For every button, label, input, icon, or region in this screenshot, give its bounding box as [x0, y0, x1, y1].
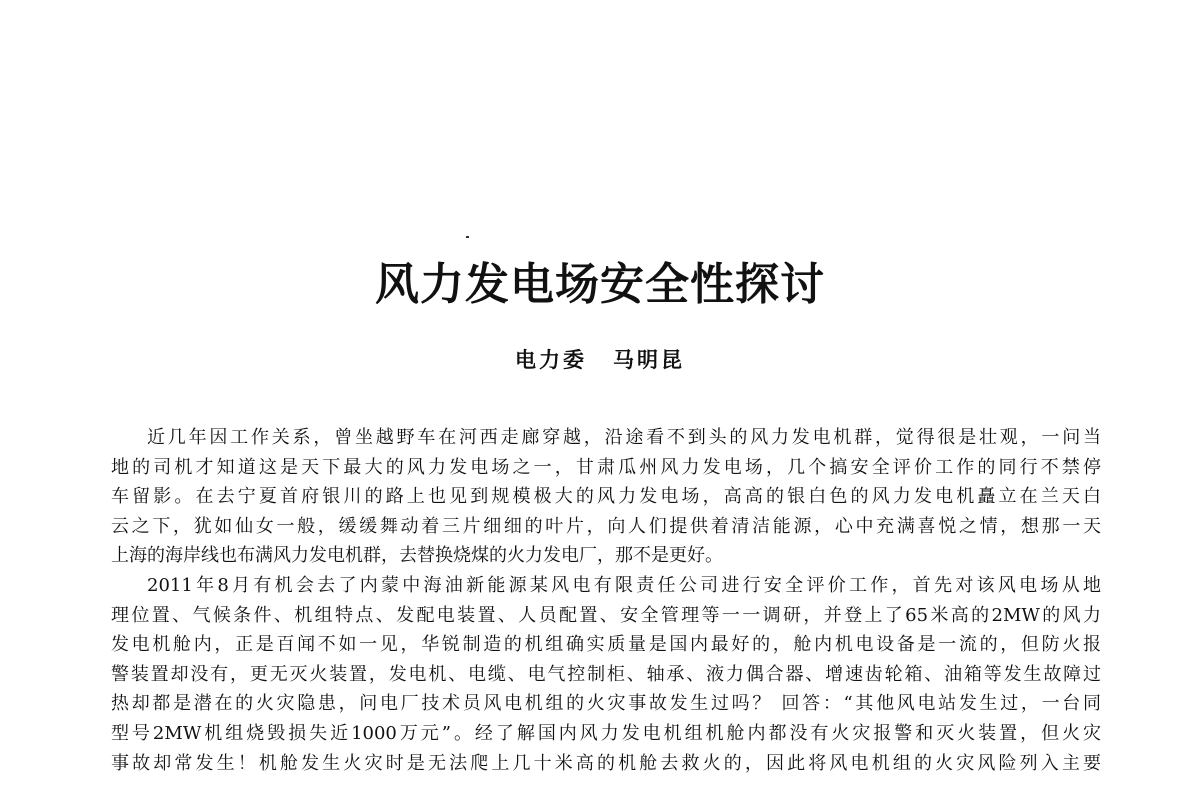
article-title: 风力发电场安全性探讨 — [375, 259, 825, 310]
paragraph-line: 理位置、气候条件、机组特点、发配电装置、人员配置、安全管理等一一调研，并登上了65米高的2MW的风力 — [111, 604, 1101, 626]
author-name: 电力委 — [515, 347, 587, 372]
paragraph-line: 云之下，犹如仙女一般，缓缓舞动着三片细细的叶片，向人们提供着清洁能源，心中充满喜悦之情，想那一天 — [111, 515, 1101, 537]
paragraph-line: 地的司机才知道这是天下最大的风力发电场之一，甘肃瓜州风力发电场，几个搞安全评价工作的同行不禁停 — [111, 456, 1101, 478]
scan-speck — [466, 236, 469, 238]
paragraph-line: 2011年8月有机会去了内蒙中海油新能源某风电有限责任公司进行安全评价工作，首先对该风电场从地 — [147, 574, 1101, 596]
paragraph-line: 发电机舱内，正是百闻不如一见，华锐制造的机组确实质量是国内最好的，舱内机电设备是一流的，但防火报 — [111, 634, 1101, 656]
paragraph-line: 上海的海岸线也布满风力发电机群，去替换烧煤的火力发电厂，那不是更好。 — [111, 545, 723, 567]
article-body — [111, 423, 1101, 778]
body-paragraph-2 — [111, 571, 1101, 778]
body-paragraph-1 — [111, 423, 1101, 571]
paragraph-line: 事故却常发生！机舱发生火灾时是无法爬上几十米高的机舱去救火的，因此将风电机组的火灾风险列入主要 — [111, 752, 1101, 774]
article-authors — [0, 344, 1200, 376]
paragraph-line: 近几年因工作关系，曾坐越野车在河西走廊穿越，沿途看不到头的风力发电机群，觉得很是壮观，一问当 — [147, 427, 1101, 448]
paragraph-line: 警装置却没有，更无灭火装置，发电机、电缆、电气控制柜、轴承、液力偶合器、增速齿轮箱、油箱等发生故障过 — [111, 663, 1101, 685]
paragraph-line: 热却都是潜在的火灾隐患，问电厂技术员风电机组的火灾事故发生过吗？ 回答：“其他风电站发生过，一台同 — [111, 693, 1101, 715]
paragraph-line: 型号2MW机组烧毁损失近1000万元”。经了解国内风力发电机组机舱内都没有火灾报警和灭火装置，但火灾 — [111, 722, 1101, 744]
author-name: 马明昆 — [613, 347, 685, 372]
paragraph-line: 车留影。在去宁夏首府银川的路上也见到规模极大的风力发电场，高高的银白色的风力发电机矗立在兰天白 — [111, 486, 1101, 508]
